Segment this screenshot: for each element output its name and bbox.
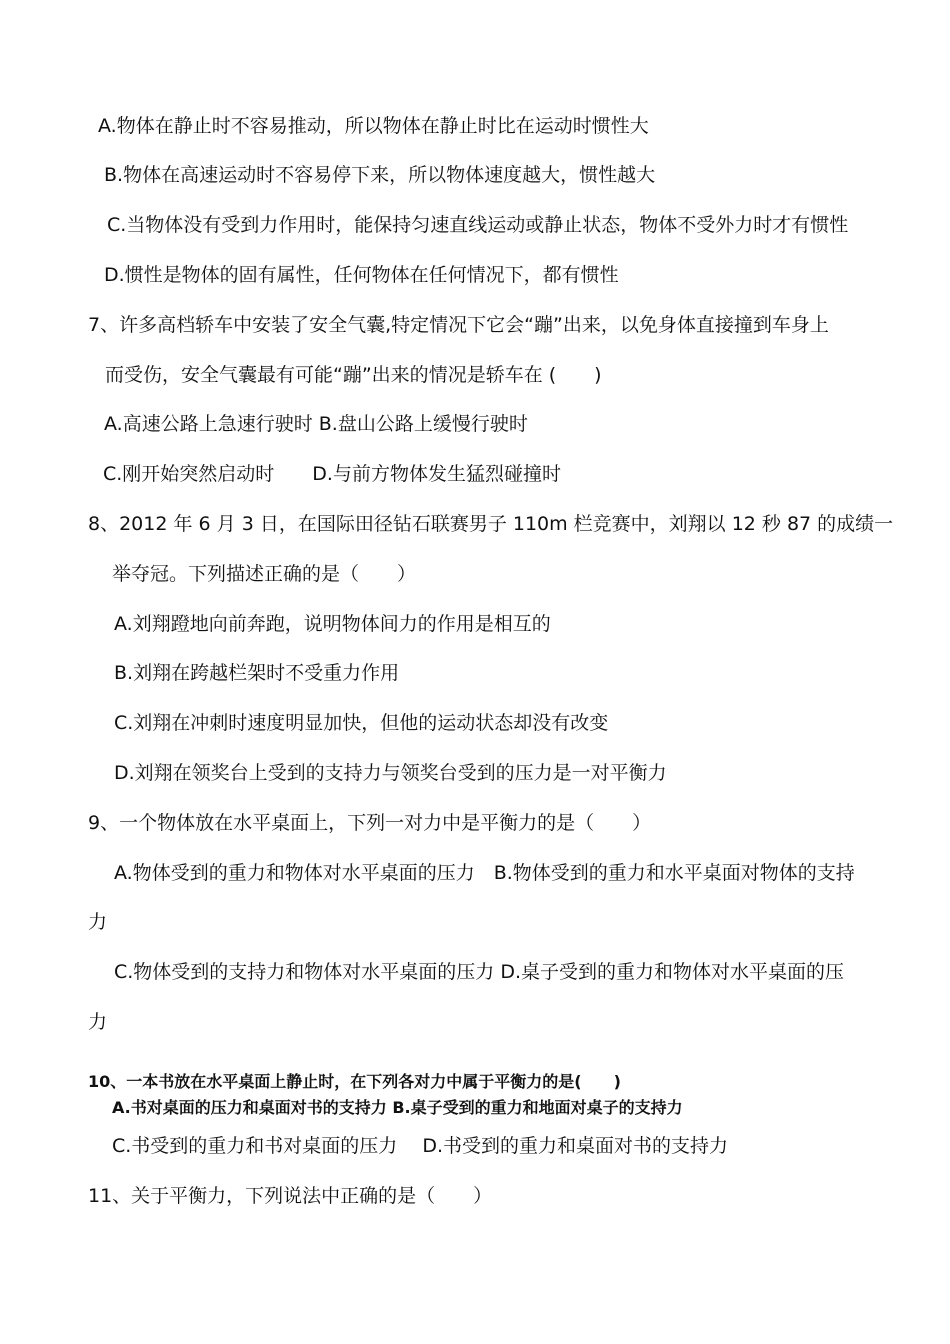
options-10cd: C.书受到的重力和书对桌面的压力 D.书受到的重力和桌面对书的支持力 bbox=[112, 1135, 729, 1157]
option-8a: A.刘翔蹬地向前奔跑，说明物体间力的作用是相互的 bbox=[114, 613, 551, 635]
question-7: 7、许多高档轿车中安装了安全气囊,特定情况下它会“蹦”出来，以免身体直接撞到车身上 bbox=[88, 314, 829, 336]
option-8c: C.刘翔在冲刺时速度明显加快，但他的运动状态却没有改变 bbox=[114, 712, 609, 734]
question-7-cont: 而受伤，安全气囊最有可能“蹦”出来的情况是轿车在 ( ) bbox=[105, 364, 602, 386]
option-8b: B.刘翔在跨越栏架时不受重力作用 bbox=[114, 662, 400, 684]
question-11: 11、关于平衡力，下列说法中正确的是（ ） bbox=[88, 1185, 493, 1207]
options-7cd: C.刚开始突然启动时 D.与前方物体发生猛烈碰撞时 bbox=[103, 463, 561, 485]
question-9: 9、一个物体放在水平桌面上，下列一对力中是平衡力的是（ ） bbox=[88, 812, 652, 834]
options-9cd: C.物体受到的支持力和物体对水平桌面的压力 D.桌子受到的重力和物体对水平桌面的压 bbox=[114, 961, 845, 983]
option-8d: D.刘翔在领奖台上受到的支持力与领奖台受到的压力是一对平衡力 bbox=[114, 762, 667, 784]
options-10ab: A.书对桌面的压力和桌面对书的支持力 B.桌子受到的重力和地面对桌子的支持力 bbox=[112, 1098, 683, 1117]
options-7ab: A.高速公路上急速行驶时 B.盘山公路上缓慢行驶时 bbox=[104, 413, 528, 435]
question-8-cont: 举夺冠。下列描述正确的是（ ） bbox=[112, 563, 417, 585]
option-6b: B.物体在高速运动时不容易停下来，所以物体速度越大，惯性越大 bbox=[104, 164, 656, 186]
options-9cd-cont: 力 bbox=[88, 1011, 108, 1033]
option-6a: A.物体在静止时不容易推动，所以物体在静止时比在运动时惯性大 bbox=[98, 115, 649, 137]
options-9ab: A.物体受到的重力和物体对水平桌面的压力 B.物体受到的重力和水平桌面对物体的支持 bbox=[114, 862, 855, 884]
question-10: 10、一本书放在水平桌面上静止时，在下列各对力中属于平衡力的是( ) bbox=[88, 1072, 621, 1091]
option-6c: C.当物体没有受到力作用时，能保持匀速直线运动或静止状态，物体不受外力时才有惯性 bbox=[107, 214, 849, 236]
options-9ab-cont: 力 bbox=[88, 911, 108, 933]
option-6d: D.惯性是物体的固有属性，任何物体在任何情况下，都有惯性 bbox=[104, 264, 619, 286]
question-8: 8、2012 年 6 月 3 日，在国际田径钻石联赛男子 110m 栏竞赛中，刘翔以 12 秒 87 的成绩一 bbox=[88, 513, 894, 535]
